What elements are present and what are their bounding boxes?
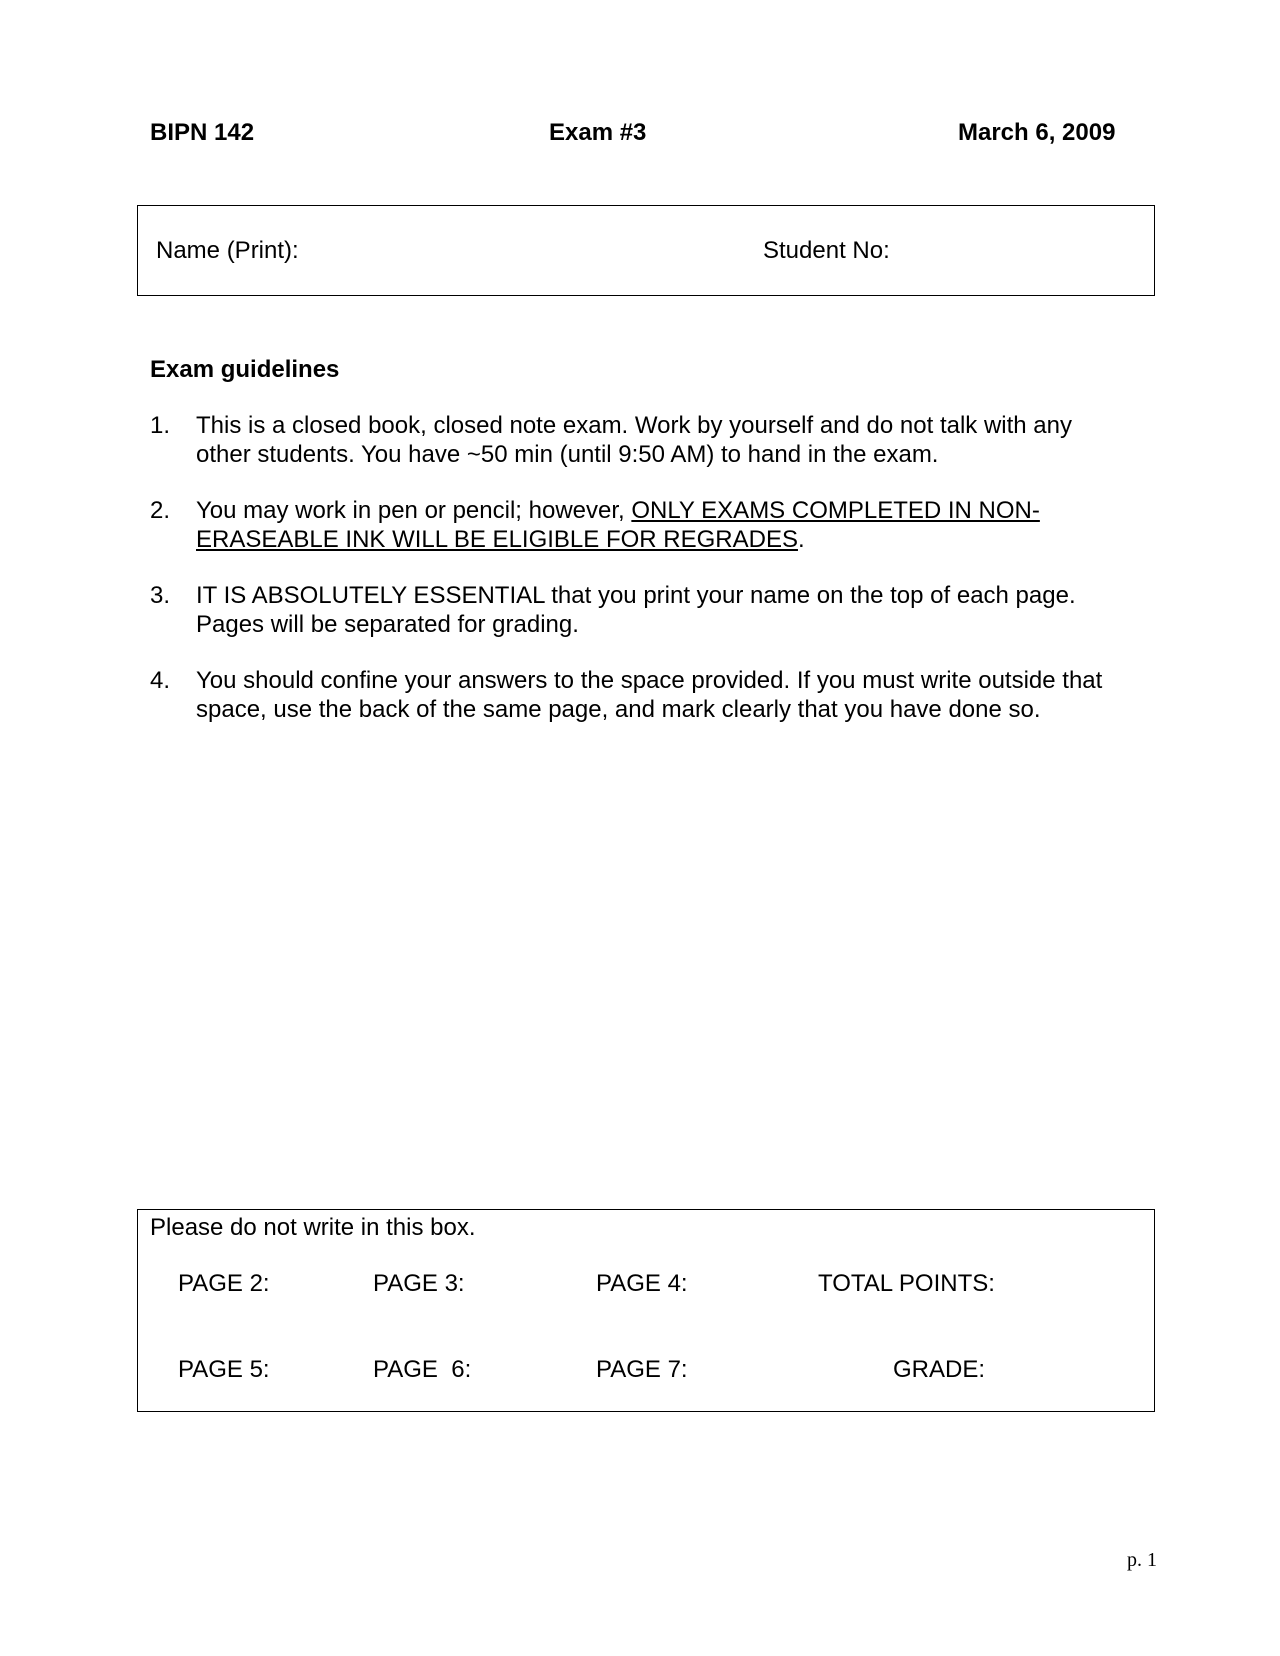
exam-title: Exam #3 — [549, 119, 647, 146]
guideline-text-plain: You may work in pen or pencil; however, — [196, 497, 632, 524]
page-2-score-label: PAGE 2: — [178, 1270, 270, 1297]
student-number-label: Student No: — [763, 237, 890, 264]
name-label: Name (Print): — [156, 237, 299, 264]
guideline-text — [196, 666, 1160, 724]
grading-box — [137, 1209, 1155, 1412]
guideline-item-1 — [150, 411, 1160, 469]
exam-date: March 6, 2009 — [958, 119, 1116, 146]
grade-label: GRADE: — [893, 1356, 986, 1383]
guideline-line: You should confine your answers to the space provided. If you must write outside that — [196, 667, 1103, 694]
guideline-line: IT IS ABSOLUTELY ESSENTIAL that you print your name on the top of each page. — [196, 582, 1076, 609]
guideline-text — [196, 581, 1160, 639]
guideline-line — [196, 525, 1160, 554]
page-5-score-label: PAGE 5: — [178, 1356, 270, 1383]
page-7-score-label: PAGE 7: — [596, 1356, 688, 1383]
guideline-number: 1. — [150, 412, 171, 439]
regrade-warning-underlined: ONLY EXAMS COMPLETED IN NON- — [631, 497, 1040, 524]
page-4-score-label: PAGE 4: — [596, 1270, 688, 1297]
guidelines-title: Exam guidelines — [150, 356, 340, 383]
guideline-number: 2. — [150, 497, 171, 524]
guideline-text — [196, 411, 1160, 469]
guideline-text-plain: . — [797, 526, 805, 553]
grading-box-note: Please do not write in this box. — [150, 1214, 476, 1241]
guideline-line: other students. You have ~50 min (until 9:50 AM) to hand in the exam. — [196, 441, 939, 468]
course-code: BIPN 142 — [150, 119, 255, 146]
guideline-item-3 — [150, 581, 1160, 639]
student-info-box — [137, 205, 1155, 296]
guideline-text — [196, 496, 1160, 554]
regrade-warning-underlined: ERASEABLE INK WILL BE ELIGIBLE FOR REGRADES — [196, 526, 798, 553]
guideline-number: 3. — [150, 582, 171, 609]
guideline-line: Pages will be separated for grading. — [196, 611, 579, 638]
guideline-line: space, use the back of the same page, and mark clearly that you have done so. — [196, 696, 1041, 723]
page-3-score-label: PAGE 3: — [373, 1270, 465, 1297]
total-points-label: TOTAL POINTS: — [818, 1270, 995, 1297]
guideline-line: This is a closed book, closed note exam. Work by yourself and do not talk with any — [196, 412, 1072, 439]
guideline-number: 4. — [150, 667, 171, 694]
guideline-line — [196, 496, 1160, 525]
guideline-item-4 — [150, 666, 1160, 724]
page-number: p. 1 — [1127, 1549, 1157, 1571]
guideline-item-2 — [150, 496, 1160, 554]
page-6-score-label: PAGE 6: — [373, 1356, 472, 1383]
